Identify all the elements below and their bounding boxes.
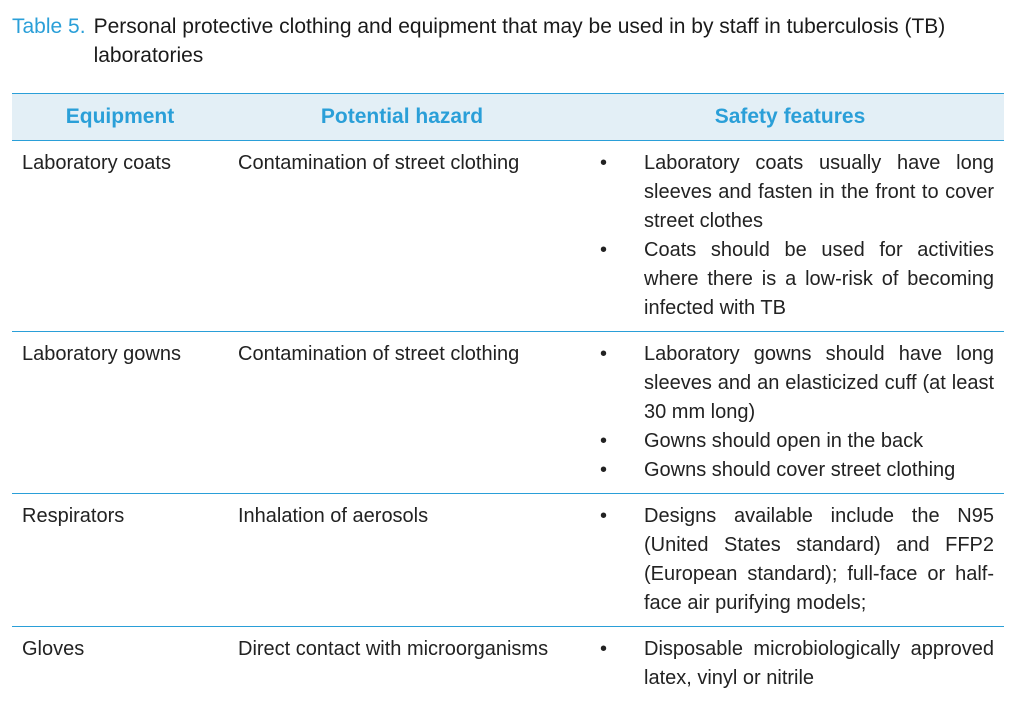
table-row <box>12 494 1004 627</box>
bullet-icon: • <box>600 343 608 365</box>
feature-item <box>586 236 994 323</box>
cell-equipment: Respirators <box>12 494 228 627</box>
cell-equipment: Laboratory gowns <box>12 332 228 494</box>
feature-list <box>586 149 994 323</box>
feature-item <box>586 456 994 485</box>
cell-equipment: Laboratory coats <box>12 141 228 332</box>
feature-item <box>586 340 994 427</box>
bullet-icon: • <box>600 430 608 452</box>
feature-list <box>586 502 994 618</box>
cell-safety-features <box>576 494 1004 627</box>
feature-list <box>586 635 994 693</box>
feature-text: Coats should be used for activities where there is a low-risk of becoming infected with TB <box>644 239 994 319</box>
ppe-table <box>12 93 1004 709</box>
bullet-icon: • <box>600 505 608 527</box>
feature-text: Laboratory gowns should have long sleeves and an elasticized cuff (at least 30 mm long) <box>644 343 994 423</box>
cell-hazard: Contamination of street clothing <box>228 332 576 494</box>
cell-equipment: Gloves <box>12 627 228 709</box>
bullet-icon: • <box>600 152 608 174</box>
caption-label: Table 5. <box>12 15 86 38</box>
feature-item <box>586 427 994 456</box>
feature-item <box>586 635 994 693</box>
feature-text: Disposable microbiologically approved latex, vinyl or nitrile <box>644 638 994 689</box>
bullet-icon: • <box>600 459 608 481</box>
caption-text: Personal protective clothing and equipment that may be used in by staff in tuberculosis (TB) laboratories <box>93 15 946 67</box>
cell-safety-features <box>576 627 1004 709</box>
header-equipment: Equipment <box>12 94 228 141</box>
table-row <box>12 141 1004 332</box>
feature-list <box>586 340 994 485</box>
feature-item <box>586 502 994 618</box>
header-potential-hazard: Potential hazard <box>228 94 576 141</box>
cell-hazard: Direct contact with microorganisms <box>228 627 576 709</box>
ppe-table-container <box>12 93 1004 709</box>
cell-hazard: Contamination of street clothing <box>228 141 576 332</box>
table-header-row <box>12 94 1004 141</box>
feature-text: Designs available include the N95 (United States standard) and FFP2 (European standard); full-face or half-face air purifying models; <box>644 505 994 614</box>
table-row <box>12 332 1004 494</box>
cell-safety-features <box>576 332 1004 494</box>
table-caption <box>12 12 1012 70</box>
bullet-icon: • <box>600 239 608 261</box>
cell-hazard: Inhalation of aerosols <box>228 494 576 627</box>
cell-safety-features <box>576 141 1004 332</box>
feature-text: Gowns should cover street clothing <box>644 459 956 481</box>
feature-item <box>586 149 994 236</box>
table-row <box>12 627 1004 709</box>
feature-text: Gowns should open in the back <box>644 430 924 452</box>
bullet-icon: • <box>600 638 608 660</box>
feature-text: Laboratory coats usually have long sleeves and fasten in the front to cover street clothes <box>644 152 994 232</box>
header-safety-features: Safety features <box>576 94 1004 141</box>
